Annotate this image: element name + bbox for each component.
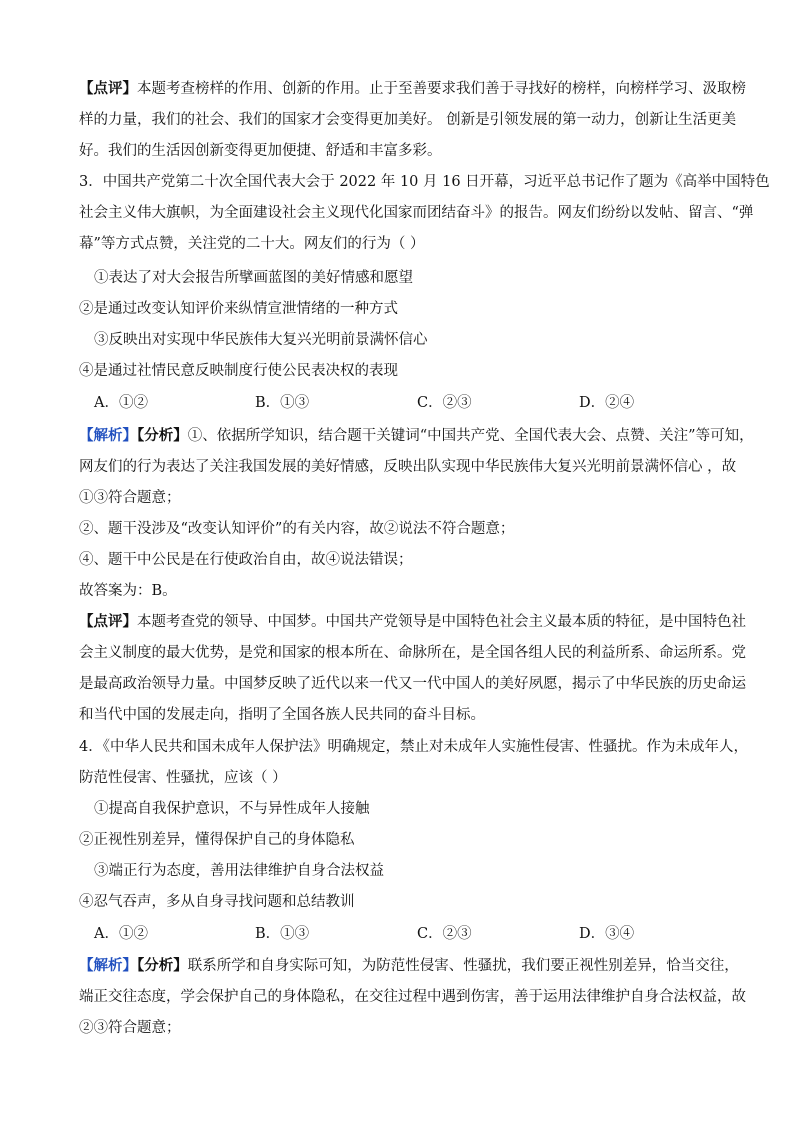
option-d: D．②④ (579, 395, 635, 411)
question-3-stem: 3．中国共产党第二十次全国代表大会于 2022 年 10 月 16 日开幕，习近平总书记作了题为《高举中国特色 (79, 174, 770, 190)
question-3-review: 会主义制度的最大优势，是党和国家的根本所在、命脉所在，是全国各组人民的利益所系、命运所系。党 (79, 645, 746, 661)
review-paragraph-line (79, 79, 746, 99)
option-a: A．①② (94, 395, 148, 411)
question-3-stem: 社会主义伟大旗帜，为全面建设社会主义现代化国家而团结奋斗》的报告。网友们纷纷以发帖、留言、“弹 (79, 205, 754, 221)
analysis-text: 联系所学和自身实际可知，为防范性侵害、性骚扰，我们要正视性别差异，恰当交往， (187, 958, 739, 974)
analysis-tag: 【解析】 (79, 957, 137, 974)
option-c: C．②③ (417, 395, 472, 411)
question-4-item: ②正视性别差异，懂得保护自己的身体隐私 (79, 832, 355, 848)
review-tag: 【点评】 (79, 80, 137, 97)
review-paragraph-line: 好。我们的生活因创新变得更加便捷、舒适和丰富多彩。 (79, 143, 442, 159)
option-a: A．①② (94, 926, 148, 942)
question-3-analysis: 网友们的行为表达了关注我国发展的美好情感，反映出队实现中华民族伟大复兴光明前景满怀信心 ，故 (79, 459, 737, 475)
question-3-analysis (79, 426, 754, 446)
question-4-analysis: ②③符合题意； (79, 1020, 181, 1036)
review-paragraph-line: 样的力量，我们的社会、我们的国家才会变得更加美好。 创新是引领发展的第一动力，创新让生活更美 (79, 112, 737, 128)
analysis-text: ①、依据所学知识，结合题干关键词“中国共产党、全国代表大会、点赞、关注”等可知， (187, 428, 754, 444)
question-3-item: ②是通过改变认知评价来纵情宣泄情绪的一种方式 (79, 301, 398, 317)
analysis-tag: 【解析】 (79, 427, 137, 444)
analysis-sub-tag: 【分析】 (137, 427, 188, 444)
question-3-review: 是最高政治领导力量。中国梦反映了近代以来一代又一代中国人的美好夙愿，揭示了中华民族的历史命运 (79, 676, 746, 692)
review-tag: 【点评】 (79, 613, 137, 630)
option-c: C．②③ (417, 926, 472, 942)
option-d: D．③④ (579, 926, 635, 942)
question-4-stem: 防范性侵害、性骚扰，应该（ ） (79, 770, 287, 786)
option-b: B．①③ (255, 926, 310, 942)
question-4-stem: 4．《中华人民共和国未成年人保护法》明确规定，禁止对未成年人实施性侵害、性骚扰。作为未成年人， (79, 739, 748, 755)
question-3-item: ③反映出对实现中华民族伟大复兴光明前景满怀信心 (94, 332, 428, 348)
option-b: B．①③ (255, 395, 310, 411)
question-3-review (79, 612, 746, 632)
question-4-item: ④忍气吞声，多从自身寻找问题和总结教训 (79, 894, 355, 910)
question-3-stem: 幕”等方式点赞，关注党的二十大。网友们的行为（ ） (79, 236, 425, 252)
question-4-analysis (79, 956, 739, 976)
question-3-answer: 故答案为：B。 (79, 583, 177, 599)
question-3-analysis: ④、题干中公民是在行使政治自由，故④说法错误； (79, 552, 413, 568)
question-3-item: ①表达了对大会报告所擘画蓝图的美好情感和愿望 (94, 270, 413, 286)
analysis-sub-tag: 【分析】 (137, 957, 188, 974)
question-3-item: ④是通过社情民意反映制度行使公民表决权的表现 (79, 363, 398, 379)
question-4-item: ③端正行为态度，善用法律维护自身合法权益 (94, 863, 384, 879)
review-text: 本题考查榜样的作用、创新的作用。止于至善要求我们善于寻找好的榜样，向榜样学习、汲取榜 (137, 81, 746, 97)
question-3-analysis: ①③符合题意； (79, 490, 181, 506)
question-3-review: 和当代中国的发展走向，指明了全国各族人民共同的奋斗目标。 (79, 707, 485, 723)
question-4-analysis: 端正交往态度，学会保护自己的身体隐私，在交往过程中遇到伤害，善于运用法律维护自身合法权益，故 (79, 989, 746, 1005)
review-text: 本题考查党的领导、中国梦。中国共产党领导是中国特色社会主义最本质的特征，是中国特色社 (137, 614, 746, 630)
question-3-analysis: ②、题干没涉及“改变认知评价”的有关内容，故②说法不符合题意； (79, 521, 515, 537)
question-4-item: ①提高自我保护意识，不与异性成年人接触 (94, 801, 370, 817)
